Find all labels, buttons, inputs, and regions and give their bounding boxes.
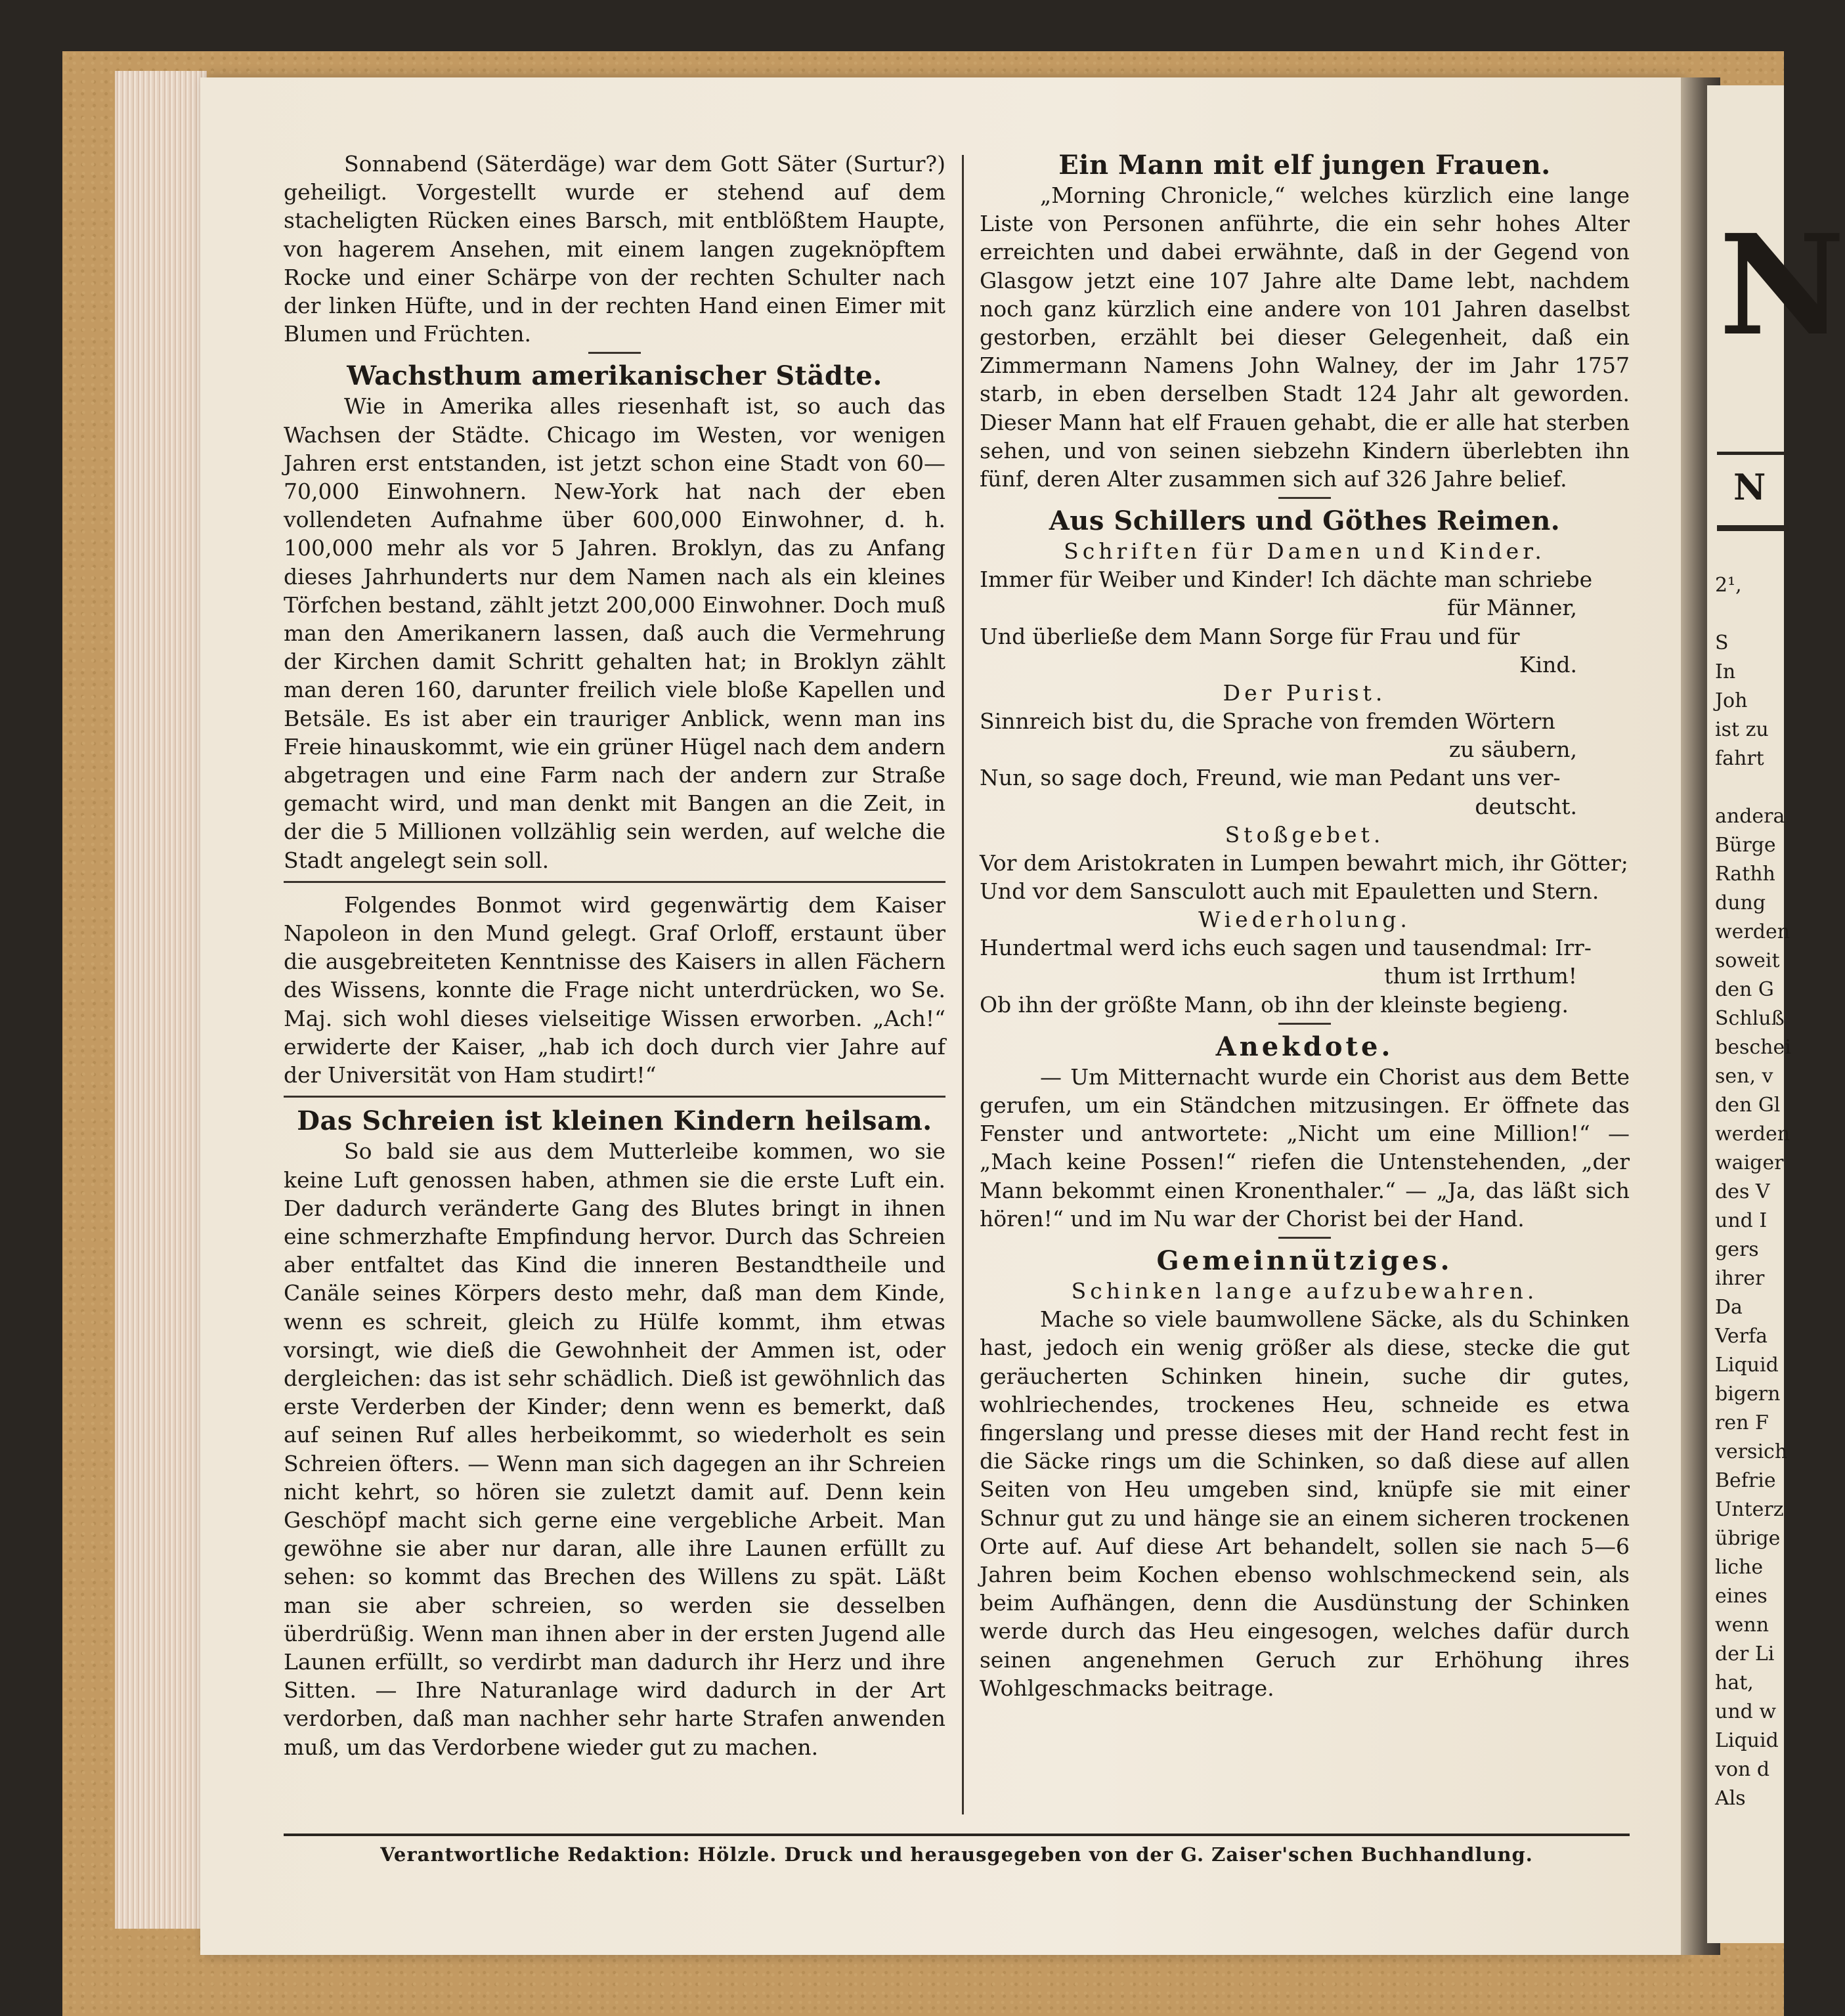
verse-line: Ob ihn der größte Mann, ob ihn der kleinste begieng. — [980, 991, 1569, 1018]
facing-page-fragment — [1707, 85, 1845, 1943]
verse-line: thum ist Irrthum! — [1384, 963, 1577, 989]
facing-page-masthead-letter: N — [1719, 204, 1845, 366]
verse-line: zu säubern, — [1448, 737, 1577, 763]
heading-wachsthum: Wachsthum amerikanischer Städte. — [347, 360, 882, 392]
heading-schreien: Das Schreien ist kleinen Kindern heilsam. — [297, 1105, 932, 1137]
heading-anekdote: Anekdote. — [1215, 1031, 1394, 1062]
facing-page-subtitle: N — [1733, 466, 1766, 508]
left-column — [284, 150, 945, 1761]
subheading-schinken: Schinken lange aufzubewahren. — [1071, 1278, 1538, 1304]
verse-line: Sinnreich bist du, die Sprache von fremden Wörtern — [980, 708, 1555, 735]
poem-title-wiederholung: Wiederholung. — [1198, 907, 1411, 933]
heading-mann: Ein Mann mit elf jungen Frauen. — [1058, 150, 1551, 181]
article-wachsthum: Wie in Amerika alles riesenhaft ist, so auch das Wachsen der Städte. Chicago im Westen, vor wenigen Jahren erst entstanden, ist jetzt schon eine Stadt von 60—70,000 Einwohnern. New-York hat nach der eben vollendeten Aufnahme über 600,000 Einwohner, d. h. 100,000 mehr als vor 5 Jahren. Broklyn, das zu Anfang dieses Jahrhunderts nur dem Namen nach als ein kleines Törfchen bestand, zählt jetzt 200,000 Einwohner. Doch muß man den Amerikanern lassen, daß auch die Vermehrung der Kirchen damit Schritt gehalten hat; in Broklyn zählt man deren 160, darunter freilich viele bloße Kapellen und Betsäle. Es ist aber ein trauriger Anblick, wenn man ins Freie hinauskommt, wie ein grüner Hügel nach dem andern abgetragen und eine Farm nach der andern zur Straße gemacht wird, und man denkt mit Bangen an die Zeit, in der die 5 Millionen vollzählig sein werden, auf welche die Stadt angelegt sein soll. — [284, 393, 945, 873]
verse-line: Hundertmal werd ichs euch sagen und tausendmal: Irr- — [980, 935, 1592, 961]
page-edges — [115, 71, 207, 1929]
separator — [1278, 1237, 1331, 1239]
heading-gemeinnuetziges: Gemeinnütziges. — [1156, 1245, 1453, 1277]
heading-schiller: Aus Schillers und Göthes Reimen. — [1049, 505, 1561, 537]
imprint-footer: Verantwortliche Redaktion: Hölzle. Druck und herausgegeben von der G. Zaiser'schen Buchhandlung. — [380, 1843, 1533, 1866]
verse-line: Und überließe dem Mann Sorge für Frau und für — [980, 623, 1520, 649]
article-schreien: So bald sie aus dem Mutterleibe kommen, wo sie keine Luft genossen haben, athmen sie die erste Luft ein. Der dadurch veränderte Gang des Blutes bringt in ihnen eine schmerzhafte Empfindung hervor. Durch das Schreien aber entfaltet das Kind die inneren Bestandtheile und Canäle seines Körpers desto mehr, daß man dem Kinde, wenn es schreit, gleich zu Hülfe kommt, ihm etwas vorsingt, wie dieß die Gewohnheit der Ammen ist, oder dergleichen: das ist sehr schädlich. Dieß ist gewöhnlich das erste Verderben der Kinder; denn wenn es bemerkt, daß auf seinen Ruf alles herbeikommt, so wiederholt es sein Schreien öfters. — Wenn man sich dagegen an ihr Schreien nicht kehrt, so hören sie zuletzt damit auf. Denn kein Geschöpf macht sich gerne eine vergebliche Arbeit. Man gewöhne sie aber nur daran, alle ihre Launen erfüllt zu sehen: so kommt das Brechen des Willens zu spät. Läßt man sie aber schreien, so werden sie desselben überdrüßig. Wenn man ihnen aber in der ersten Jugend alle Launen erfüllt, so verdirbt man dadurch ihr Herz und ihre Sitten. — Ihre Naturanlage wird dadurch in der Art verdorben, daß man nachher sehr harte Strafen anwenden muß, um das Verdorbene wieder gut zu machen. — [284, 1138, 945, 1760]
poem-title-schriften: Schriften für Damen und Kinder. — [1064, 538, 1546, 565]
right-column — [980, 150, 1630, 1702]
separator — [284, 881, 945, 883]
facing-page-rule — [1717, 452, 1789, 455]
poem-title-purist: Der Purist. — [1223, 680, 1387, 706]
article-mann: „Morning Chronicle,“ welches kürzlich eine lange Liste von Personen anführte, die ein sehr hohes Alter erreichten und dabei erwähnte, daß in der Gegend von Glasgow jetzt eine 107 Jahre alte Dame lebt, nachdem noch ganz kürzlich eine andere von 101 Jahren daselbst gestorben, erzählt bei dieser Gelegenheit, daß ein Zimmermann Namens John Walney, der im Jahr 1757 starb, in eben derselben Stadt 124 Jahr alt geworden. Dieser Mann hat elf Frauen gehabt, die er alle hat sterben sehen, und von seinen siebzehn Kindern überlebten ihn fünf, deren Alter zusammen sich auf 326 Jahre belief. — [980, 182, 1630, 492]
facing-page-rule — [1717, 525, 1789, 531]
facing-page-text: 2¹, S In Joh ist zu fahrt andera Bürge Rathh dung werden soweit den G Schluß beschei sen, v den Gl werden waiger des V und I gers ihrer Da Verfa Liquid bigern ren F versich Befrie Unterz übrige liche eines wenn der Li hat, und w Liquid von d Als — [1715, 574, 1791, 1810]
column-divider — [962, 155, 964, 1814]
article-schinken: Mache so viele baumwollene Säcke, als du Schinken hast, jedoch ein wenig größer als diese, stecke die gut geräucherten Schinken hinein, suche dir gutes, wohlriechendes, trockenes Heu, schneide es etwa fingerslang und presse dieses mit der Hand recht fest in die Säcke rings um die Schinken, so daß diese auf allen Seiten von Heu umgeben sind, knüpfe sie mit einer Schnur gut zu und hänge sie an einem sicheren trockenen Orte auf. Auf diese Art behandelt, sollen sie nach 5—6 Jahren beim Kochen ebenso wohlschmeckend sein, als beim Aufhängen, denn die Ausdünstung der Schinken werde durch das Heu eingesogen, welches dafür durch seinen angenehmen Geruch zur Erhöhung ihres Wohlgeschmacks beitrage. — [980, 1306, 1630, 1701]
poem-title-stossgebet: Stoßgebet. — [1225, 821, 1385, 847]
separator — [588, 352, 641, 354]
separator — [284, 1096, 945, 1098]
verse-line: Immer für Weiber und Kinder! Ich dächte man schriebe — [980, 567, 1593, 593]
footer-rule — [284, 1834, 1630, 1836]
verse-line: Kind. — [1519, 651, 1577, 677]
separator — [1278, 497, 1331, 499]
verse-line: deutscht. — [1475, 793, 1577, 819]
article-bonmot: Folgendes Bonmot wird gegenwärtig dem Kaiser Napoleon in den Mund gelegt. Graf Orloff, erstaunt über die ausgebreiteten Kenntnisse des Kaisers in allen Fächern des Wissens, konnte die Frage nicht unterdrücken, wo Se. Maj. sich wohl dieses vielseitige Wissen erworben. „Ach!“ erwiderte der Kaiser, „hab ich doch durch vier Jahre auf der Universität von Ham studirt!“ — [284, 891, 945, 1088]
verse-line: Nun, so sage doch, Freund, wie man Pedant uns ver- — [980, 765, 1561, 791]
article-sonnabend: Sonnabend (Säterdäge) war dem Gott Säter (Surtur?) geheiligt. Vorgestellt wurde er stehend auf dem stacheligten Rücken eines Barsch, mit entblößtem Haupte, von hagerem Ansehen, mit einem langen zugeknöpftem Rocke und einer Schärpe von der rechten Schulter nach der linken Hüfte, und in der rechten Hand einen Eimer mit Blumen und Früchten. — [284, 151, 945, 347]
separator — [1278, 1023, 1331, 1025]
verse-line: Vor dem Aristokraten in Lumpen bewahrt mich, ihr Götter; — [980, 849, 1628, 876]
verse-line: für Männer, — [1447, 595, 1577, 621]
verse-line: Und vor dem Sansculott auch mit Epauletten und Stern. — [980, 878, 1599, 905]
article-anekdote: — Um Mitternacht wurde ein Chorist aus dem Bette gerufen, um ein Ständchen mitzusingen. Er öffnete das Fenster und antwortete: „Nicht um eine Million!“ — „Mach keine Possen!“ riefen die Untenstehenden, „der Mann bekommt einen Kronenthaler.“ — „Ja, das läßt sich hören!“ und im Nu war der Chorist bei der Hand. — [980, 1063, 1630, 1232]
